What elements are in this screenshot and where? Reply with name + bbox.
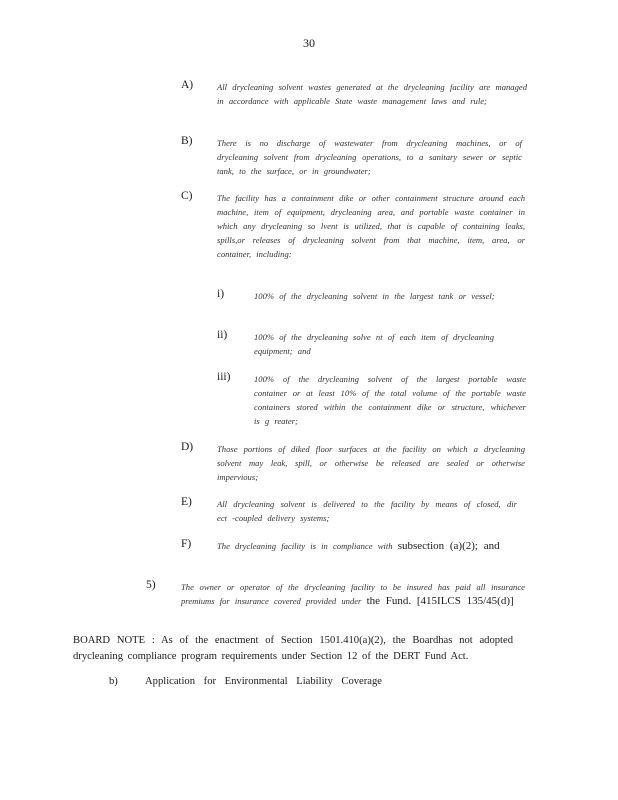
item-text-5-italic: The owner or operator of the drycleaning facility to be insured has paid all insurance premiums for insurance covered provided under [181, 582, 525, 606]
item-text-f [217, 539, 523, 553]
item-label-a: A) [181, 79, 194, 91]
subsection-b-label: b) [109, 676, 118, 687]
item-label-c: C) [181, 190, 193, 202]
subsection-b-title: Application for Environmental Liability Coverage [145, 676, 382, 687]
item-text-d: Those portions of diked floor surfaces at the facility on which a drycleaning solvent may leak, spill, or otherwise be released are sealed or otherwise impervious; [217, 444, 525, 482]
subitem-label-iii: iii) [217, 371, 231, 383]
item-label-d: D) [181, 441, 194, 453]
item-text-a: All drycleaning solvent wastes generated at the drycleaning facility are managed in accordance with applicable State waste management laws and rule; [217, 82, 527, 106]
subitem-text-iii: 100% of the drycleaning solvent of the largest portable waste container or at least 10% of the total volume of the portable waste containers stored within the containment dike or structure, whichever is g reater; [254, 374, 526, 426]
item-text-f-italic: The drycleaning facility is in compliance with [217, 541, 393, 551]
item-text-c: The facility has a containment dike or other containment structure around each machine, item of equipment, drycleaning area, and portable waste container in which any drycleaning so lvent is utilized, that is capable of containing leaks, spills,or releases of drycleaning solvent from that machine, item, area, or container, including: [217, 193, 525, 259]
item-text-b: There is no discharge of wastewater from drycleaning machines, or of drycleaning solvent from drycleaning operations, to a sanitary sewer or septic tank, to the surface, or in groundwater; [217, 138, 522, 176]
item-text-5-tail: the Fund. [415ILCS 135/45(d)] [366, 595, 514, 607]
item-text-e: All drycleaning solvent is delivered to the facility by means of closed, dir ect -coupled delivery systems; [217, 499, 517, 523]
subitem-text-ii: 100% of the drycleaning solve nt of each item of drycleaning equipment; and [254, 332, 494, 356]
item-text-5 [181, 580, 525, 608]
page-number: 30 [303, 36, 315, 50]
board-note: BOARD NOTE : As of the enactment of Section 1501.410(a)(2), the Boardhas not adopted drycleaning compliance program requirements under Section 12 of the DERT Fund Act. [73, 635, 513, 662]
subitem-label-ii: ii) [217, 329, 228, 341]
subitem-label-i: i) [217, 288, 225, 300]
item-label-5: 5) [146, 579, 156, 591]
item-label-f: F) [181, 538, 192, 550]
item-label-e: E) [181, 496, 192, 508]
item-label-b: B) [181, 135, 193, 147]
subitem-text-i: 100% of the drycleaning solvent in the largest tank or vessel; [254, 291, 495, 301]
item-text-f-tail: subsection (a)(2); and [397, 540, 500, 552]
